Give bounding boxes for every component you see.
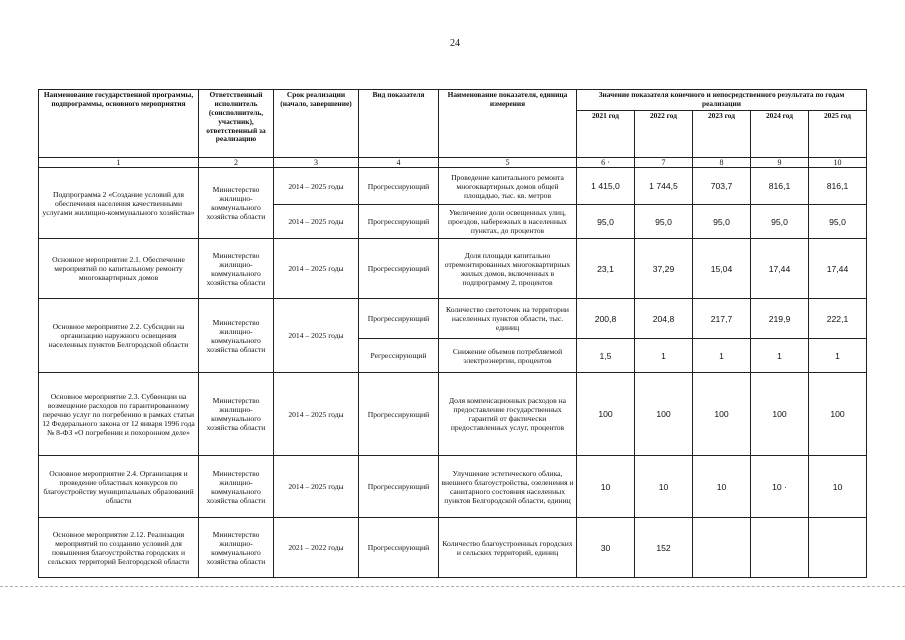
indicator-type-cell: Прогрессирующий (359, 373, 439, 456)
value-cell: 10 (809, 456, 867, 518)
value-cell: 95,0 (577, 205, 635, 239)
indicator-type-cell: Прогрессирующий (359, 456, 439, 518)
value-cell: 100 (809, 373, 867, 456)
header-year: 2025 год (809, 110, 867, 157)
value-cell: 95,0 (635, 205, 693, 239)
indicator-type-cell: Прогрессирующий (359, 168, 439, 205)
column-number: 5 (439, 157, 577, 168)
value-cell: 222,1 (809, 299, 867, 339)
indicator-name-cell: Улучшение эстетического облика, внешнего благоустройства, озеленения и санитарного состояния населенных пунктов Белгородской области, единиц (439, 456, 577, 518)
indicator-name-cell: Доля площади капитально отремонтированных многоквартирных жилых домов, включенных в подпрограмму 2, процентов (439, 239, 577, 299)
header-indicator-name: Наименование показателя, единица измерения (439, 90, 577, 158)
value-cell: 703,7 (693, 168, 751, 205)
indicator-name-cell: Проведение капитального ремонта многоквартирных домов общей площадью, тыс. кв. метров (439, 168, 577, 205)
value-cell: 23,1 (577, 239, 635, 299)
value-cell: 100 (751, 373, 809, 456)
executor-cell: Министерство жилищно-коммунального хозяйства области (199, 239, 274, 299)
executor-cell: Министерство жилищно-коммунального хозяйства области (199, 299, 274, 373)
value-cell: 37,29 (635, 239, 693, 299)
column-number: 1 (39, 157, 199, 168)
value-cell: 10 (635, 456, 693, 518)
value-cell: 10 (693, 456, 751, 518)
value-cell: 1 744,5 (635, 168, 693, 205)
value-cell: 95,0 (693, 205, 751, 239)
header-period: Срок реализации (начало, завершение) (274, 90, 359, 158)
value-cell: 200,8 (577, 299, 635, 339)
period-cell: 2014 – 2025 годы (274, 456, 359, 518)
value-cell: 152 (635, 518, 693, 578)
column-number: 8 (693, 157, 751, 168)
header-program-name: Наименование государственной программы, подпрограммы, основного мероприятия (39, 90, 199, 158)
table-row (39, 518, 867, 578)
indicator-name-cell: Доля компенсационных расходов на предоставление государственных гарантий от фактически предоставленных услуг, процентов (439, 373, 577, 456)
period-cell: 2014 – 2025 годы (274, 168, 359, 205)
value-cell: 95,0 (809, 205, 867, 239)
value-cell (693, 518, 751, 578)
period-cell: 2014 – 2025 годы (274, 239, 359, 299)
table-row (39, 168, 867, 205)
value-cell: 217,7 (693, 299, 751, 339)
header-year: 2023 год (693, 110, 751, 157)
table-row (39, 456, 867, 518)
column-number: 10 (809, 157, 867, 168)
header-year: 2022 год (635, 110, 693, 157)
program-name-cell: Основное мероприятие 2.12. Реализация мероприятий по созданию условий для повышения благоустройства городских и сельских территорий Белгородской области (39, 518, 199, 578)
column-number: 6 · (577, 157, 635, 168)
value-cell: 1 (635, 339, 693, 373)
value-cell: 17,44 (809, 239, 867, 299)
value-cell: 15,04 (693, 239, 751, 299)
period-cell: 2014 – 2025 годы (274, 205, 359, 239)
indicator-name-cell: Снижение объемов потребляемой электроэнергии, процентов (439, 339, 577, 373)
indicator-name-cell: Количество благоустроенных городских и сельских территорий, единиц (439, 518, 577, 578)
period-cell: 2021 – 2022 годы (274, 518, 359, 578)
program-name-cell: Подпрограмма 2 «Создание условий для обеспечения населения качественными услугами жилищно-коммунального хозяйства» (39, 168, 199, 239)
value-cell: 10 · (751, 456, 809, 518)
column-number: 7 (635, 157, 693, 168)
indicator-name-cell: Увеличение доли освещенных улиц, проездов, набережных в населенных пунктах, до процентов (439, 205, 577, 239)
executor-cell: Министерство жилищно-коммунального хозяйства области (199, 456, 274, 518)
table-row (39, 299, 867, 339)
value-cell: 1 (751, 339, 809, 373)
indicator-type-cell: Прогрессирующий (359, 518, 439, 578)
program-name-cell: Основное мероприятие 2.3. Субвенции на возмещение расходов по гарантированному перечню услуг по погребению в рамках статьи 12 Федерального закона от 12 января 1996 года № 8-ФЗ «О погребении и похоронном деле» (39, 373, 199, 456)
column-number: 3 (274, 157, 359, 168)
header-indicator-type: Вид показателя (359, 90, 439, 158)
value-cell (751, 518, 809, 578)
value-cell: 1 415,0 (577, 168, 635, 205)
executor-cell: Министерство жилищно-коммунального хозяйства области (199, 168, 274, 239)
program-name-cell: Основное мероприятие 2.4. Организация и проведение областных конкурсов по благоустройству муниципальных образований области (39, 456, 199, 518)
header-year: 2024 год (751, 110, 809, 157)
period-cell: 2014 – 2025 годы (274, 373, 359, 456)
indicator-name-cell: Количество светоточек на территории населенных пунктов области, тыс. единиц (439, 299, 577, 339)
value-cell: 10 (577, 456, 635, 518)
scan-artifact-line (0, 586, 905, 590)
value-cell: 17,44 (751, 239, 809, 299)
value-cell: 816,1 (809, 168, 867, 205)
column-number: 2 (199, 157, 274, 168)
indicator-type-cell: Прогрессирующий (359, 205, 439, 239)
header-year: 2021 год (577, 110, 635, 157)
column-number: 4 (359, 157, 439, 168)
value-cell: 1 (809, 339, 867, 373)
indicator-type-cell: Прогрессирующий (359, 299, 439, 339)
value-cell: 1 (693, 339, 751, 373)
value-cell: 1,5 (577, 339, 635, 373)
table-row (39, 373, 867, 456)
value-cell: 219,9 (751, 299, 809, 339)
indicator-type-cell: Прогрессирующий (359, 239, 439, 299)
value-cell: 816,1 (751, 168, 809, 205)
header-executor: Ответственный исполнитель (соисполнитель, участник), ответственный за реализацию (199, 90, 274, 158)
value-cell: 30 (577, 518, 635, 578)
value-cell (809, 518, 867, 578)
indicators-table (38, 89, 867, 578)
indicator-type-cell: Регрессирующий (359, 339, 439, 373)
executor-cell: Министерство жилищно-коммунального хозяйства области (199, 518, 274, 578)
executor-cell: Министерство жилищно-коммунального хозяйства области (199, 373, 274, 456)
program-name-cell: Основное мероприятие 2.2. Субсидии на организацию наружного освещения населенных пунктов Белгородской области (39, 299, 199, 373)
value-cell: 95,0 (751, 205, 809, 239)
value-cell: 204,8 (635, 299, 693, 339)
value-cell: 100 (577, 373, 635, 456)
program-name-cell: Основное мероприятие 2.1. Обеспечение мероприятий по капитальному ремонту многоквартирных домов (39, 239, 199, 299)
period-cell: 2014 – 2025 годы (274, 299, 359, 373)
value-cell: 100 (635, 373, 693, 456)
table-row (39, 239, 867, 299)
page-number: 24 (450, 38, 460, 49)
value-cell: 100 (693, 373, 751, 456)
column-number: 9 (751, 157, 809, 168)
header-values-group: Значение показателя конечного и непосредственного результата по годам реализации (577, 90, 867, 111)
